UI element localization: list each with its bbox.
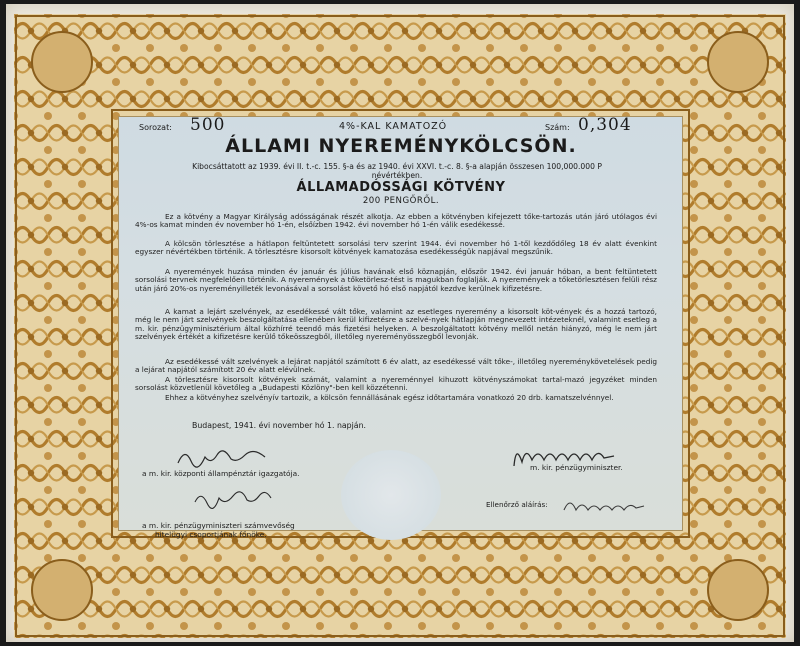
sig2-title-line2: hitelügyi csoportjának főnöke. — [155, 530, 267, 539]
paragraph-1: Ez a kötvény a Magyar Királyság adósságának részét alkotja. Az ebben a kötvényben kifejezett tőke-tartozás után járó utólagos évi 4%-os kamat minden év november hó 1-én, elsőízben 1942. évi november hó 1-én válik esedékessé. — [135, 212, 657, 230]
bond-subtitle: ÁLLAMADÓSSÁGI KÖTVÉNY — [296, 180, 506, 195]
signature-audit-head — [193, 488, 273, 510]
place-date: Budapest, 1941. évi november hó 1. napján. — [192, 421, 366, 430]
paragraph-4: A kamat a lejárt szelvények, az esedékessé vált tőke, valamint az esetleges nyeremény a kisorsolt köt-vények és a hozzá tartozó, még le nem járt szelvények beszolgáltatása ellenében kerül kifizetésre a szelvé-nyek hátlapján megnevezett intézeteknél, valamint esetleg a m. kir. pénzügyminisztérium által közhírré teendő más fizetési helyeken. A beszolgáltatott kötvény mellől netán hiányzó, még le nem járt szelvények értékét a kifizetésre kerülő tőkeösszegből, illetőleg nyereményösszegből levonják. — [135, 307, 657, 342]
issue-line-1: Kibocsáttatott az 1939. évi II. t.-c. 155. §-a és az 1940. évi XXVI. t.-c. 8. §-a alapján összesen 100,000.000 P — [192, 162, 602, 171]
interest-line: 4%-KAL KAMATOZÓ — [339, 121, 448, 132]
series-label: Sorozat: — [139, 123, 172, 132]
sig2-title: a m. kir. pénzügyminiszteri számvevőség — [142, 521, 295, 530]
minister-title: m. kir. pénzügyminiszter. — [530, 463, 623, 472]
denomination: 200 PENGŐRŐL. — [362, 196, 440, 206]
number-label: Szám: — [545, 123, 570, 132]
issue-line-2: névértékben. — [371, 171, 423, 180]
control-label: Ellenőrző aláírás: — [486, 500, 548, 509]
number-value: 0,304 — [578, 115, 632, 135]
sig1-title: a m. kir. központi állampénztár igazgatója. — [142, 469, 300, 478]
paragraph-7: Ehhez a kötvényhez szelvényív tartozik, a kölcsön fennállásának egész időtartamára vonatkozó 20 drb. kamatszelvénnyel. — [165, 393, 614, 402]
control-signature — [562, 494, 647, 516]
paragraph-5: Az esedékessé vált szelvények a lejárat napjától számított 6 év alatt, az esedékessé vált tőke-, illetőleg nyereménykövetelések pedig a lejárat napjától számított 20 év alatt elévülnek. — [135, 357, 657, 375]
paragraph-3: A nyeremények huzása minden év január és július havának első köznapján, először 1942. évi január hóban, a bent feltüntetett sorsolási tervnek megfelelően történik. A nyeremények a tőketörlesz-tést is magukban foglalják. A nyeremények a tőketörlesztésen felüli rész után járó 20%-os nyereményilleték levonásával a sorsolást követő hó első napjától kezdve kerülnek kifizetésre. — [135, 267, 657, 293]
bond-title: ÁLLAMI NYEREMÉNYKÖLCSÖN. — [225, 135, 577, 157]
paragraph-2: A kölcsön törlesztése a hátlapon feltüntetett sorsolási terv szerint 1944. évi november hó 1-től kezdődőleg 18 év alatt évenkint egyszer névértékben történik. A törlesztésre kisorsolt kötvények kamatozása esedékességük napjával megszűnik. — [135, 239, 657, 257]
dry-seal — [341, 450, 441, 540]
series-number: 500 — [190, 115, 226, 135]
paragraph-6: A törlesztésre kisorsolt kötvények számát, valamint a nyereménnyel kihuzott kötvényszámokat tartal-mazó jegyzéket minden sorsolást közvetlenül követőleg a „Budapesti Közlöny"-ben kell közzétenni. — [135, 375, 657, 393]
signature-treasury-director — [175, 445, 270, 470]
